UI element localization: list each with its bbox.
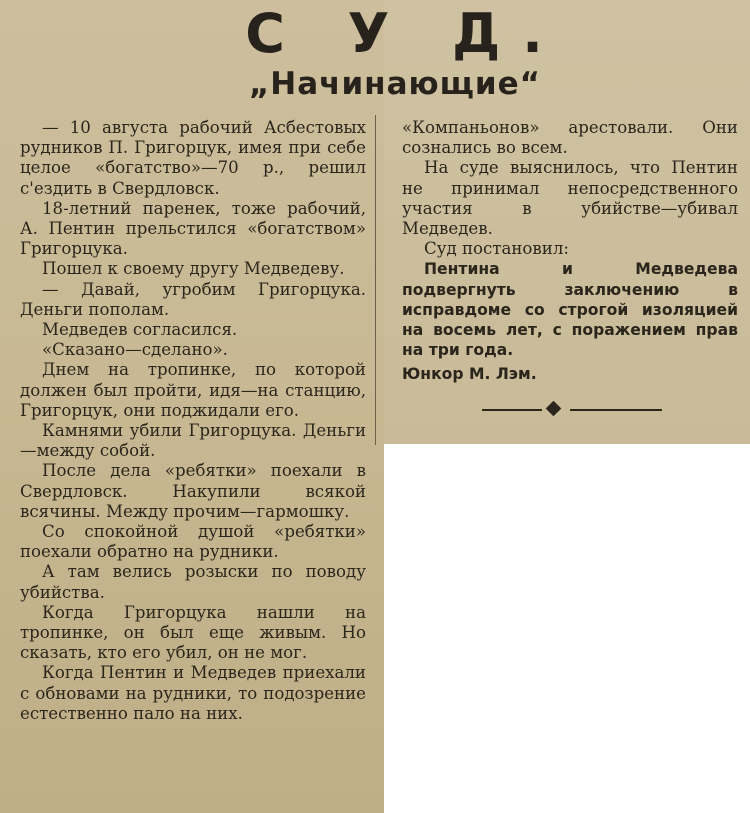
section-title: С У Д. [245, 2, 565, 65]
left-column-paragraph: Когда Пентин и Медведев приехали с обновами на рудники, то подозрение естественно пало на них. [20, 663, 366, 723]
left-column-paragraph: А там велись розыски по поводу убийства. [20, 562, 366, 602]
left-column-paragraph: Пошел к своему другу Медведеву. [42, 259, 345, 279]
left-column-paragraph: Медведев согласился. [42, 320, 238, 340]
right-column-paragraph: «Компаньонов» арестовали. Они сознались во всем. [402, 118, 738, 158]
left-column-paragraph: После дела «ребятки» поехали в Свердловск. Накупили всякой всячины. Между прочим—гармошку. [20, 461, 366, 521]
court-verdict: Пентина и Медведева подвергнуть заключению в исправдоме со строгой изоляцией на восемь лет, с поражением прав на три года. [402, 260, 738, 360]
ornament-line-left [482, 409, 542, 411]
ornament-line-right [570, 409, 662, 411]
left-column-paragraph: Камнями убили Григорцука. Деньги—между собой. [20, 421, 366, 461]
author-signature: Юнкор М. Лэм. [402, 365, 537, 384]
article-title: „Начинающие“ [248, 66, 542, 102]
column-divider [375, 115, 376, 445]
left-column-paragraph: — 10 августа рабочий Асбестовых рудников П. Григорцук, имея при себе целое «богатство»—70 р., решил с'ездить в Свердловск. [20, 118, 366, 198]
right-column-paragraph: На суде выяснилось, что Пентин не принимал непосредственного участия в убийстве—убивал Медведев. [402, 158, 738, 239]
left-column-paragraph: — Давай, угробим Григорцука. Деньги пополам. [20, 279, 366, 319]
left-column-paragraph: Когда Григорцука нашли на тропинке, он был еще живым. Но сказать, кто его убил, он не мог. [20, 602, 366, 663]
left-column-paragraph: 18-летний паренек, тоже рабочий, А. Пентин прельстился «богатством» Григорцука. [20, 198, 366, 259]
article-column-right [402, 118, 738, 385]
left-column-paragraph: Днем на тропинке, по которой должен был пройти, идя—на станцию, Григорцук, они поджидали его. [20, 360, 366, 420]
article-column-right-paragraphs [402, 118, 738, 259]
diamond-icon [546, 401, 562, 417]
article-column-left [20, 118, 366, 724]
right-column-paragraph: Суд постановил: [424, 239, 569, 259]
left-column-paragraph: Со спокойной душой «ребятки» поехали обратно на рудники. [20, 522, 366, 562]
left-column-paragraph: «Сказано—сделано». [42, 340, 228, 360]
ornament-divider [482, 402, 662, 418]
